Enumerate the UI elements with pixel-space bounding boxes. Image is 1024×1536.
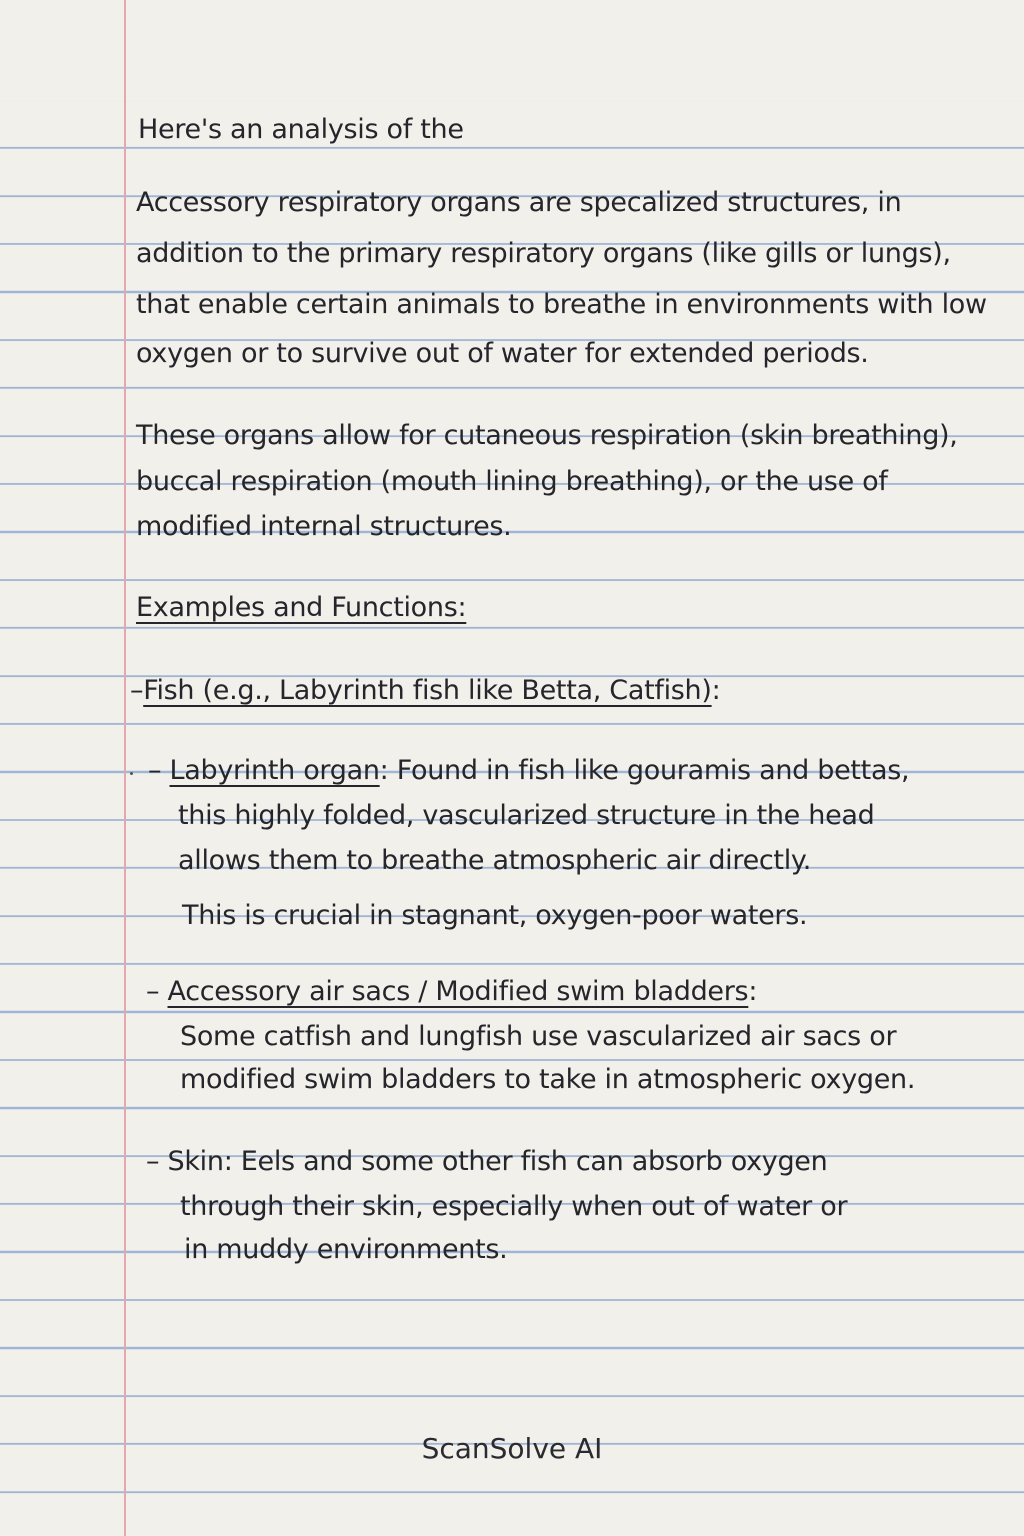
paragraph2-line-2: buccal respiration (mouth lining breathing), or the use of — [136, 466, 888, 497]
labyrinth-item-line-1 — [148, 755, 909, 786]
footer-brand: ScanSolve AI — [421, 1432, 603, 1465]
margin-line — [124, 0, 126, 1536]
stray-dot — [130, 772, 133, 775]
skin-dash: – — [146, 1146, 160, 1177]
air-sacs-item-line-1 — [146, 976, 757, 1007]
labyrinth-term: Labyrinth organ — [169, 755, 380, 786]
skin-first-line-rest: : Eels and some other fish can absorb oxygen — [223, 1146, 828, 1177]
skin-line-3: in muddy environments. — [184, 1234, 508, 1265]
labyrinth-line-4: This is crucial in stagnant, oxygen-poor waters. — [182, 900, 808, 931]
fish-item-dash: – — [130, 675, 144, 706]
fish-item — [130, 675, 720, 706]
paragraph1-line-2: addition to the primary respiratory organs (like gills or lungs), — [136, 238, 951, 269]
paragraph1-line-4: oxygen or to survive out of water for extended periods. — [136, 338, 869, 369]
air-sacs-colon: : — [748, 976, 758, 1007]
skin-item-line-1 — [146, 1146, 827, 1177]
section-title: Examples and Functions: — [136, 592, 467, 623]
paragraph1-line-3: that enable certain animals to breathe in environments with low — [136, 289, 987, 320]
air-sacs-line-3: modified swim bladders to take in atmospheric oxygen. — [180, 1064, 916, 1095]
fish-item-label: Fish (e.g., Labyrinth fish like Betta, Catfish) — [143, 675, 712, 706]
skin-line-2: through their skin, especially when out of water or — [180, 1191, 848, 1222]
air-sacs-line-2: Some catfish and lungfish use vascularized air sacs or — [180, 1021, 897, 1052]
heading: Here's an analysis of the — [138, 114, 464, 145]
paragraph2-line-3: modified internal structures. — [136, 511, 512, 542]
paragraph2-line-1: These organs allow for cutaneous respiration (skin breathing), — [136, 420, 958, 451]
paragraph1-line-1: Accessory respiratory organs are specalized structures, in — [136, 187, 902, 218]
labyrinth-dash: – — [148, 755, 162, 786]
fish-item-suffix: : — [711, 675, 721, 706]
labyrinth-line-3: allows them to breathe atmospheric air directly. — [178, 845, 812, 876]
air-sacs-term: Accessory air sacs / Modified swim bladders — [167, 976, 749, 1007]
skin-term: Skin — [167, 1146, 224, 1177]
air-sacs-dash: – — [146, 976, 160, 1007]
labyrinth-first-line-rest: Found in fish like gouramis and bettas, — [388, 755, 910, 786]
labyrinth-line-2: this highly folded, vascularized structure in the head — [178, 800, 875, 831]
labyrinth-colon: : — [379, 755, 389, 786]
